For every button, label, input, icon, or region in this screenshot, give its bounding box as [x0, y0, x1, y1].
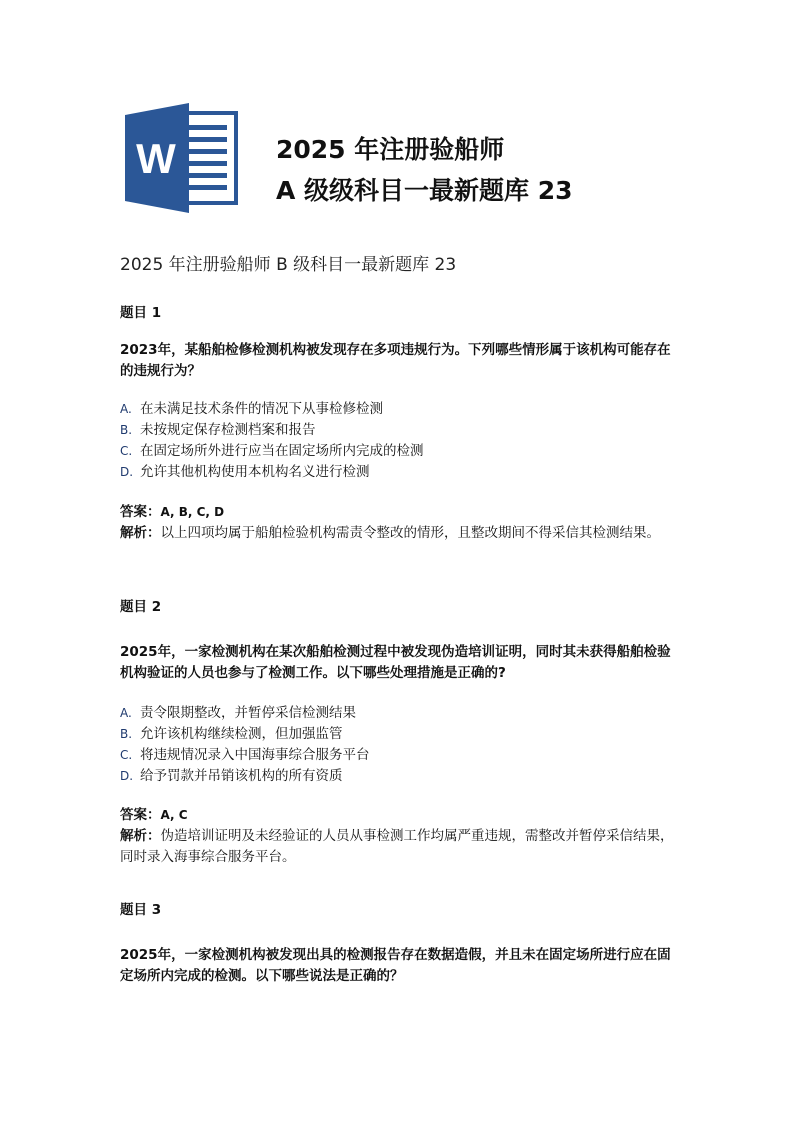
analysis-label: 解析：: [120, 525, 161, 541]
analysis-label: 解析：: [120, 828, 161, 844]
question-text: 2023年，某船舶检修检测机构被发现存在多项违规行为。下列哪些情形属于该机构可能存在的违规行为？: [120, 342, 671, 379]
document-title-line2: A 级级科目一最新题库 23: [276, 176, 573, 205]
option-letter: D.: [120, 769, 134, 783]
answer-label: 答案：: [120, 504, 161, 520]
answer: [120, 502, 680, 523]
word-logo-icon: [125, 103, 238, 213]
option-text: 允许其他机构使用本机构名义进行检测: [140, 464, 370, 480]
option-text: 在固定场所外进行应当在固定场所内完成的检测: [140, 443, 424, 459]
option-c: [120, 441, 424, 462]
question-heading: 题目 3: [120, 902, 162, 918]
option-c: [120, 745, 370, 766]
option-letter: A.: [120, 402, 132, 416]
option-d: [120, 766, 343, 787]
option-letter: C.: [120, 444, 133, 458]
analysis: [120, 523, 680, 544]
option-text: 未按规定保存检测档案和报告: [140, 422, 316, 438]
option-text: 允许该机构继续检测，但加强监管: [140, 726, 343, 742]
answer: [120, 805, 680, 826]
option-letter: B.: [120, 727, 133, 741]
option-letter: D.: [120, 465, 134, 479]
question-heading: 题目 1: [120, 305, 162, 321]
option-b: [120, 724, 343, 745]
question-text: 2025年，一家检测机构被发现出具的检测报告存在数据造假，并且未在固定场所进行应在固定场所内完成的检测。以下哪些说法是正确的？: [120, 947, 671, 984]
option-letter: B.: [120, 423, 133, 437]
option-letter: C.: [120, 748, 133, 762]
option-text: 责令限期整改，并暂停采信检测结果: [140, 705, 356, 721]
analysis-text: 伪造培训证明及未经验证的人员从事检测工作均属严重违规，需整改并暂停采信结果，同时录入海事综合服务平台。: [120, 828, 674, 865]
answer-value: A, B, C, D: [160, 505, 225, 519]
question-heading: 题目 2: [120, 599, 162, 615]
answer-label: 答案：: [120, 807, 161, 823]
option-b: [120, 420, 316, 441]
answer-value: A, C: [160, 808, 188, 822]
option-d: [120, 462, 370, 483]
option-text: 将违规情况录入中国海事综合服务平台: [140, 747, 370, 763]
analysis-text: 以上四项均属于船舶检验机构需责令整改的情形，且整改期间不得采信其检测结果。: [160, 525, 660, 541]
question-text: 2025年，一家检测机构在某次船舶检测过程中被发现伪造培训证明，同时其未获得船舶检验机构验证的人员也参与了检测工作。以下哪些处理措施是正确的?: [120, 644, 671, 681]
document-title-line1: 2025 年注册验船师: [276, 135, 505, 164]
svg-text:W: W: [136, 135, 176, 182]
option-text: 在未满足技术条件的情况下从事检修检测: [140, 401, 383, 417]
option-letter: A.: [120, 706, 132, 720]
analysis: [120, 826, 680, 868]
option-text: 给予罚款并吊销该机构的所有资质: [140, 768, 343, 784]
option-a: [120, 703, 356, 724]
option-a: [120, 399, 383, 420]
document-subtitle: 2025 年注册验船师 B 级科目一最新题库 23: [120, 255, 457, 275]
